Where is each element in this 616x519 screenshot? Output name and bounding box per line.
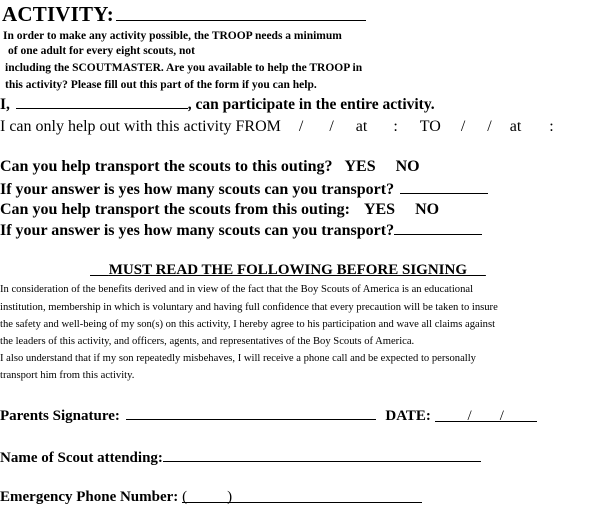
phone-paren-close: ) [227, 489, 233, 505]
emergency-phone-field[interactable] [182, 489, 422, 503]
transport-to-question: Can you help transport the scouts to this outing? [0, 158, 333, 175]
scout-name-label: Name of Scout attending: [0, 450, 163, 466]
must-read-label: MUST READ THE FOLLOWING BEFORE SIGNING [108, 262, 468, 278]
parent-signature-label: Parents Signature: [0, 408, 120, 424]
transport-from-row [0, 201, 439, 219]
transport-to-count-question: If your answer is yes how many scouts can you transport? [0, 181, 395, 198]
to-label: TO [419, 118, 441, 135]
from-colon: : [393, 118, 398, 135]
transport-from-count-question: If your answer is yes how many scouts can you transport? [0, 222, 395, 239]
to-slash-2: / [487, 118, 492, 135]
transport-to-no[interactable]: NO [395, 158, 420, 175]
from-slash-2: / [329, 118, 334, 135]
transport-from-question: Can you help transport the scouts from this outing: [0, 201, 350, 218]
partial-label: I can only help out with this activity FROM [0, 118, 281, 135]
transport-to-count-field[interactable] [400, 180, 488, 194]
partial-help-row [0, 118, 554, 136]
from-slash-1: / [298, 118, 304, 135]
intro-line-2: of one adult for every eight scouts, not [8, 45, 195, 57]
transport-to-count-row [0, 180, 488, 199]
consent-line-4: the leaders of this activity, and officers, agents, and representatives of the Boy Scouts of America. [0, 336, 415, 347]
date-field[interactable] [435, 408, 537, 422]
emergency-phone-row [0, 489, 422, 506]
participate-suffix: , can participate in the entire activity. [187, 96, 435, 113]
must-read-heading [90, 262, 486, 279]
phone-paren-open: ( [182, 489, 188, 505]
date-label: DATE: [385, 408, 431, 424]
consent-line-3: the safety and well-being of my son(s) on this activity, I hereby agree to his participation and wave all claims against [0, 319, 496, 330]
transport-from-count-row [0, 221, 482, 240]
to-colon: : [549, 118, 554, 135]
participant-name-field[interactable] [16, 95, 188, 109]
participate-row [0, 95, 435, 114]
intro-line-4: this activity? Please fill out this part of the form if you can help. [5, 79, 317, 91]
transport-from-count-field[interactable] [394, 221, 482, 235]
consent-line-5: I also understand that if my son repeatedly misbehaves, I will receive a phone call and be expected to personally [0, 353, 476, 364]
consent-line-6: transport him from this activity. [0, 370, 135, 381]
transport-from-no[interactable]: NO [415, 201, 440, 218]
transport-to-yes[interactable]: YES [344, 158, 376, 175]
transport-from-yes[interactable]: YES [363, 201, 396, 218]
participate-prefix: I, [0, 96, 10, 113]
intro-line-1: In order to make any activity possible, the TROOP needs a minimum [3, 30, 342, 42]
title-label: ACTIVITY: [2, 2, 114, 26]
consent-line-1: In consideration of the benefits derived and in view of the fact that the Boy Scouts of America is an educational [0, 284, 474, 295]
to-slash-1: / [460, 118, 466, 135]
date-slash-2: / [499, 408, 504, 424]
date-slash-1: / [467, 408, 472, 424]
to-at: at [509, 118, 522, 135]
emergency-phone-label: Emergency Phone Number: [0, 489, 179, 505]
consent-line-2: institution, membership in which is voluntary and having full confidence that every precaution will be taken to insure [0, 302, 498, 313]
parent-signature-field[interactable] [126, 406, 376, 420]
transport-to-row [0, 158, 420, 176]
from-at: at [355, 118, 368, 135]
scout-name-row [0, 448, 481, 467]
intro-line-3: including the SCOUTMASTER. Are you available to help the TROOP in [5, 62, 363, 74]
scout-name-field[interactable] [163, 448, 481, 462]
parent-signature-row [0, 406, 537, 425]
activity-name-field[interactable] [116, 4, 366, 21]
form-title [2, 2, 366, 27]
